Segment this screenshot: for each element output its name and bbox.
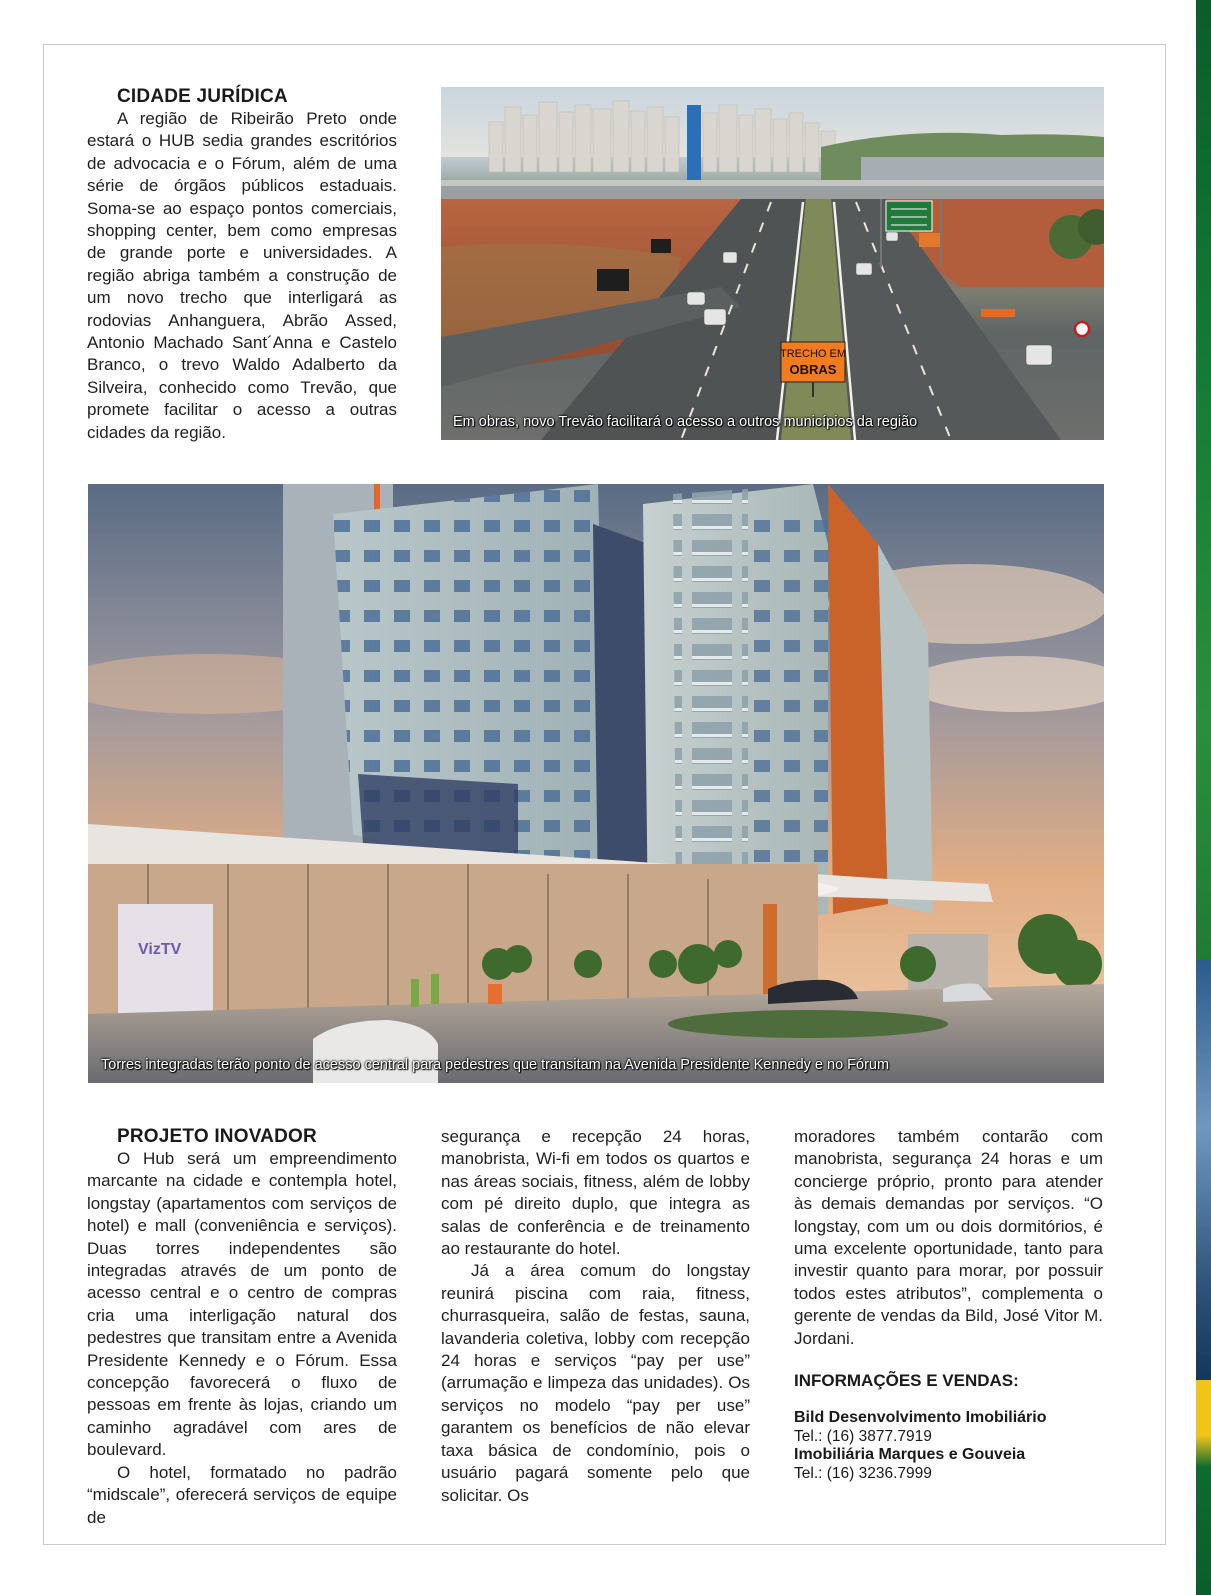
building-render-photo — [88, 484, 1104, 1083]
building-illustration — [88, 484, 1104, 1083]
contact-2-phone: Tel.: (16) 3236.7999 — [794, 1465, 932, 1482]
section-title-projeto-inovador: PROJETO INOVADOR — [117, 1126, 317, 1147]
store-sign: VizTV — [138, 941, 182, 958]
column-1 — [87, 1148, 397, 1529]
col3-paragraph-1: moradores também contarão com manobrista, segurança 24 horas e um concierge próprio, pronto para atender às demais demandas por serviços. “O longstay, com um ou dois dormitórios, é uma excelente oportunidade, tanto para investir quanto para morar, por possuir todos estes atributos”, complementa o gerente de vendas da Bild, José Vitor M. Jordani. — [794, 1127, 1103, 1348]
section1-text: A região de Ribeirão Preto onde estará o HUB sedia grandes escritórios de advocacia e o Fórum, além de uma série de órgãos públicos estaduais. Soma-se ao espaço pontos comerciais, shopping center, bem como empresas de grande porte e universidades. A região abriga também a construção de um novo trecho que interligará as rodovias Anhanguera, Abrão Assed, Antonio Machado Sant´Anna e Castelo Branco, o trevo Waldo Adalberto da Silveira, conhecido como Trevão, que promete facilitar o acesso a outras cidades da região. — [87, 109, 397, 442]
section-title-cidade-juridica: CIDADE JURÍDICA — [117, 86, 288, 107]
col2-paragraph-2: Já a área comum do longstay reunirá piscina com raia, fitness, churrasqueira, salão de festas, sauna, lavanderia coletiva, lobby com recepção 24 horas e serviços “pay per use” (arrumação e limpeza das unidades). Os serviços no modelo “pay per use” garantem os benefícios de não elevar taxa básica de condomínio, pois o usuário pagará somente pelo que solicitar. Os — [441, 1261, 750, 1505]
col1-paragraph-2: O hotel, formatado no padrão “midscale”, oferecerá serviços de equipe de — [87, 1462, 397, 1527]
info-sales-heading: INFORMAÇÕES E VENDAS: — [794, 1371, 1019, 1390]
column-2 — [441, 1126, 750, 1507]
highway-photo — [441, 87, 1104, 440]
col2-paragraph-1: segurança e recepção 24 horas, manobrista, Wi-fi em todos os quartos e nas áreas sociais, fitness, além de lobby com pé direito duplo, que integra as salas de conferência e de treinamento ao restaurante do hotel. — [441, 1127, 750, 1259]
highway-photo-caption: Em obras, novo Trevão facilitará o acesso a outros municípios da região — [453, 414, 918, 430]
work-sign-line1: TRECHO EM — [780, 348, 846, 360]
highway-illustration — [441, 87, 1104, 440]
column-3 — [794, 1126, 1103, 1350]
building-photo-caption: Torres integradas terão ponto de acesso central para pedestres que transitam na Avenida Presidente Kennedy e no Fórum — [101, 1057, 890, 1073]
contact-2-name: Imobiliária Marques e Gouveia — [794, 1446, 1026, 1463]
page-edge-strip — [1196, 0, 1211, 1595]
col1-paragraph-1: O Hub será um empreendimento marcante na cidade e contempla hotel, longstay (apartamentos com serviços de hotel) e mall (conveniência e serviços). Duas torres independentes são integradas através de um ponto de acesso central e o centro de compras cria uma interligação natural dos pedestres que transitam entre a Avenida Presidente Kennedy e o Fórum. Essa concepção favorecerá o fluxo de pessoas em frente às lojas, criando um caminho agradável com ares de boulevard. — [87, 1149, 397, 1460]
work-sign-line2: OBRAS — [789, 362, 837, 377]
section1-paragraph — [87, 108, 397, 444]
contact-1-name: Bild Desenvolvimento Imobiliário — [794, 1409, 1047, 1426]
contact-1-phone: Tel.: (16) 3877.7919 — [794, 1428, 932, 1445]
